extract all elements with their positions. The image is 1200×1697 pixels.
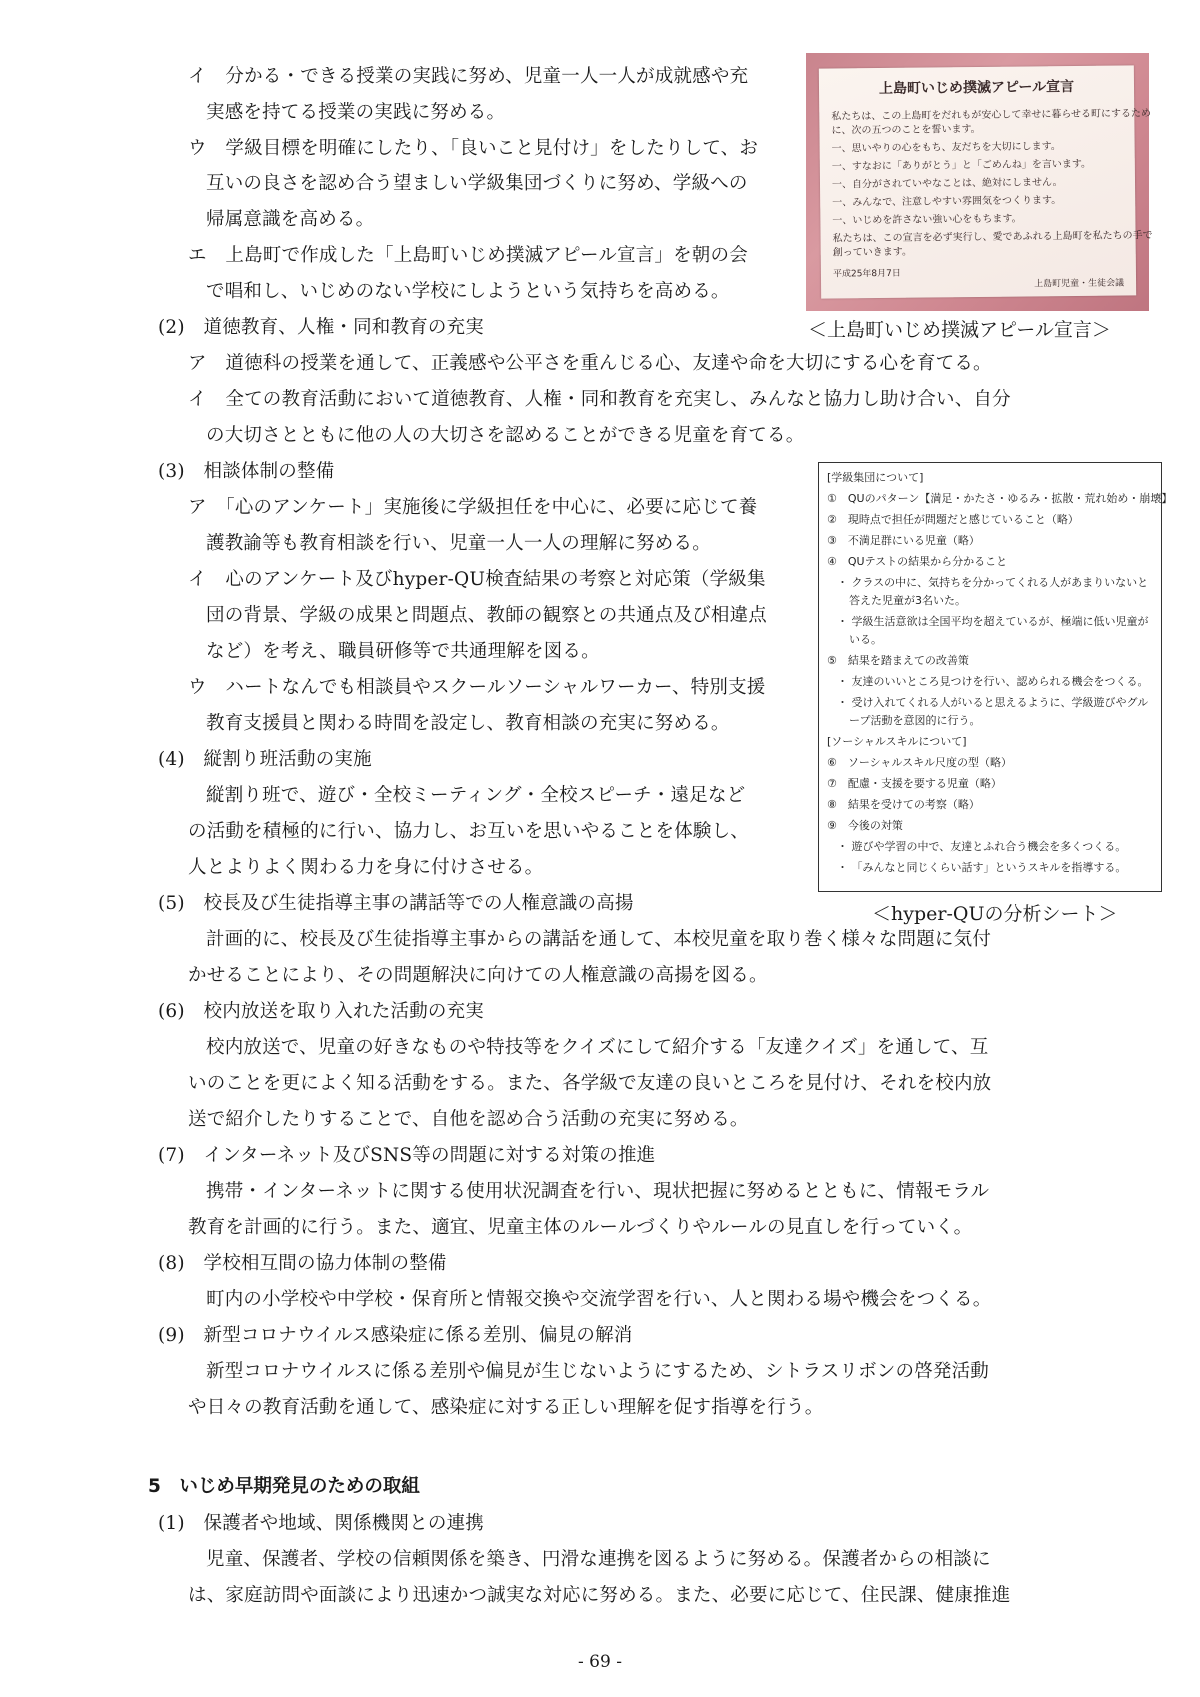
body-line: 団の背景、学級の成果と問題点、教師の観察との共通点及び相違点 xyxy=(206,605,768,626)
poster-line: 一、思いやりの心をもち、友だちを大切にします。 xyxy=(831,141,1061,155)
body-line: 互いの良さを認め合う望ましい学級集団づくりに努め、学級への xyxy=(206,173,748,194)
sheet-line: ⑦ 配慮・支援を要する児童（略） xyxy=(827,777,1002,790)
poster-line: 私たちは、この宣言を必ず実行し、愛であふれる上島町を私たちの手で xyxy=(832,230,1153,245)
sheet-line: ③ 不満足群にいる児童（略） xyxy=(827,534,980,547)
sheet-line: ・ 受け入れてくれる人がいると思えるように、学級遊びやグル xyxy=(837,696,1149,709)
sheet-line: ・ クラスの中に、気持ちを分かってくれる人があまりいないと xyxy=(837,576,1149,589)
body-line: イ 全ての教育活動において道徳教育、人権・同和教育を充実し、みんなと協力し助け合い、自分 xyxy=(188,389,1011,410)
sheet-line: いる。 xyxy=(849,633,882,646)
body-line: イ 心のアンケート及びhyper-QU検査結果の考察と対応策（学級集 xyxy=(188,569,766,590)
sheet-line: ⑤ 結果を踏まえての改善策 xyxy=(827,654,969,667)
body-line: 人とよりよく関わる力を身に付けさせる。 xyxy=(188,857,544,878)
sheet-line: [ソーシャルスキルについて] xyxy=(827,735,967,748)
body-line: イ 分かる・できる授業の実践に努め、児童一人一人が成就感や充 xyxy=(188,66,749,87)
section-heading: (5) 校長及び生徒指導主事の講話等での人権意識の高揚 xyxy=(158,893,634,914)
sheet-line: ⑨ 今後の対策 xyxy=(827,819,903,832)
page-number: - 69 - xyxy=(578,1652,622,1672)
sheet-line: ・ 遊びや学習の中で、友達とふれ合う機会を多くつくる。 xyxy=(837,840,1127,853)
poster-line: に、次の五つのことを誓います。 xyxy=(831,123,981,137)
section-heading: (3) 相談体制の整備 xyxy=(158,461,335,482)
body-line: 携帯・インターネットに関する使用状況調査を行い、現状把握に努めるとともに、情報モラル xyxy=(206,1181,990,1202)
body-line: 教育を計画的に行う。また、適宜、児童主体のルールづくりやルールの見直しを行っていく。 xyxy=(188,1217,973,1238)
body-line: の活動を積極的に行い、協力し、お互いを思いやることを体験し、 xyxy=(188,821,750,842)
sheet-line: ・ 友達のいいところ見つけを行い、認められる機会をつくる。 xyxy=(837,675,1149,688)
body-line: の大切さとともに他の人の大切さを認めることができる児童を育てる。 xyxy=(206,425,805,446)
body-line: ア 道徳科の授業を通して、正義感や公平さを重んじる心、友達や命を大切にする心を育てる。 xyxy=(188,353,992,374)
body-line: ウ ハートなんでも相談員やスクールソーシャルワーカー、特別支援 xyxy=(188,677,766,698)
poster-organization: 上島町児童・生徒会議 xyxy=(1034,278,1125,290)
body-line: 計画的に、校長及び生徒指導主事からの講話を通して、本校児童を取り巻く様々な問題に気付 xyxy=(206,929,992,950)
poster-title: 上島町いじめ撲滅アピール宣言 xyxy=(878,78,1075,98)
body-line: 送で紹介したりすることで、自他を認め合う活動の充実に努める。 xyxy=(188,1109,749,1130)
section-heading: (9) 新型コロナウイルス感染症に係る差別、偏見の解消 xyxy=(158,1325,633,1346)
section-heading: (4) 縦割り班活動の実施 xyxy=(158,749,372,770)
body-line: 教育支援員と関わる時間を設定し、教育相談の充実に努める。 xyxy=(206,713,730,734)
body-line: ア 「心のアンケート」実施後に学級担任を中心に、必要に応じて養 xyxy=(188,497,758,518)
section-heading: (6) 校内放送を取り入れた活動の充実 xyxy=(158,1001,485,1022)
body-line: 町内の小学校や中学校・保育所と情報交換や交流学習を行い、人と関わる場や機会をつくる。 xyxy=(206,1289,992,1310)
body-line: は、家庭訪問や面談により迅速かつ誠実な対応に努める。また、必要に応じて、住民課、健康推進 xyxy=(188,1585,1011,1606)
section-heading: (1) 保護者や地域、関係機関との連携 xyxy=(158,1513,485,1534)
poster-caption: ＜上島町いじめ撲滅アピール宣言＞ xyxy=(808,319,1111,341)
section-heading: (8) 学校相互間の協力体制の整備 xyxy=(158,1253,447,1274)
appeal-declaration-poster xyxy=(806,53,1153,311)
poster-paper xyxy=(819,65,1153,298)
body-line: 縦割り班で、遊び・全校ミーティング・全校スピーチ・遠足など xyxy=(206,785,746,806)
sheet-line: ⑧ 結果を受けての考察（略） xyxy=(827,798,980,811)
body-line: ウ 学級目標を明確にしたり、「良いこと見付け」をしたりして、お xyxy=(188,138,759,159)
poster-line: 一、自分がされていやなことは、絶対にしません。 xyxy=(831,177,1063,191)
chapter-heading: 5 いじめ早期発見のための取組 xyxy=(148,1476,420,1497)
sheet-caption: ＜hyper-QUの分析シート＞ xyxy=(872,903,1118,925)
poster-line: 創っていきます。 xyxy=(832,246,912,259)
sheet-line: ⑥ ソーシャルスキル尺度の型（略） xyxy=(827,756,1012,769)
body-line: など）を考え、職員研修等で共通理解を図る。 xyxy=(206,641,600,662)
body-line: 校内放送で、児童の好きなものや特技等をクイズにして紹介する「友達クイズ」を通して、互 xyxy=(206,1037,989,1058)
sheet-line: ④ QUテストの結果から分かること xyxy=(827,555,1008,568)
sheet-line: [学級集団について] xyxy=(827,471,924,484)
body-line: で唱和し、いじめのない学校にしようという気持ちを高める。 xyxy=(206,281,730,302)
body-line: 帰属意識を高める。 xyxy=(206,209,375,230)
sheet-line: ・ 学級生活意欲は全国平均を超えているが、極端に低い児童が xyxy=(837,615,1149,628)
sheet-line: ープ活動を意図的に行う。 xyxy=(849,714,981,727)
section-heading: (7) インターネット及びSNS等の問題に対する対策の推進 xyxy=(158,1145,656,1166)
body-line: 護教諭等も教育相談を行い、児童一人一人の理解に努める。 xyxy=(206,533,711,554)
poster-line: 一、すなおに「ありがとう」と「ごめんね」を言います。 xyxy=(831,158,1092,173)
sheet-line: ・ 「みんなと同じくらい話す」というスキルを指導する。 xyxy=(837,861,1127,874)
body-line: 実感を持てる授業の実践に努める。 xyxy=(206,102,506,123)
poster-line: 一、みんなで、注意しやすい雰囲気をつくります。 xyxy=(832,195,1062,209)
section-heading: (2) 道徳教育、人権・同和教育の充実 xyxy=(158,317,485,338)
body-line: エ 上島町で作成した「上島町いじめ撲滅アピール宣言」を朝の会 xyxy=(188,245,748,266)
poster-line: 一、いじめを許さない強い心をもちます。 xyxy=(832,213,1022,227)
body-line: や日々の教育活動を通して、感染症に対する正しい理解を促す指導を行う。 xyxy=(188,1397,824,1418)
body-line: 新型コロナウイルスに係る差別や偏見が生じないようにするため、シトラスリボンの啓発活動 xyxy=(206,1361,989,1382)
poster-date: 平成25年8月7日 xyxy=(832,268,901,280)
body-line: いのことを更によく知る活動をする。また、各学級で友達の良いところを見付け、それを校内放 xyxy=(188,1073,992,1094)
sheet-line: 答えた児童が3名いた。 xyxy=(849,594,966,607)
sheet-line: ① QUのパターン【満足・かたさ・ゆるみ・拡散・荒れ始め・崩壊】 xyxy=(827,492,1173,505)
body-line: 児童、保護者、学校の信頼関係を築き、円滑な連携を図るように努める。保護者からの相談に xyxy=(206,1549,991,1570)
poster-line: 私たちは、この上島町をだれもが安心して幸せに暮らせる町にするため xyxy=(831,108,1152,123)
sheet-line: ② 現時点で担任が問題だと感じていること（略） xyxy=(827,513,1079,526)
body-line: かせることにより、その問題解決に向けての人権意識の高揚を図る。 xyxy=(188,965,768,986)
hyper-qu-analysis-sheet xyxy=(818,462,1173,892)
